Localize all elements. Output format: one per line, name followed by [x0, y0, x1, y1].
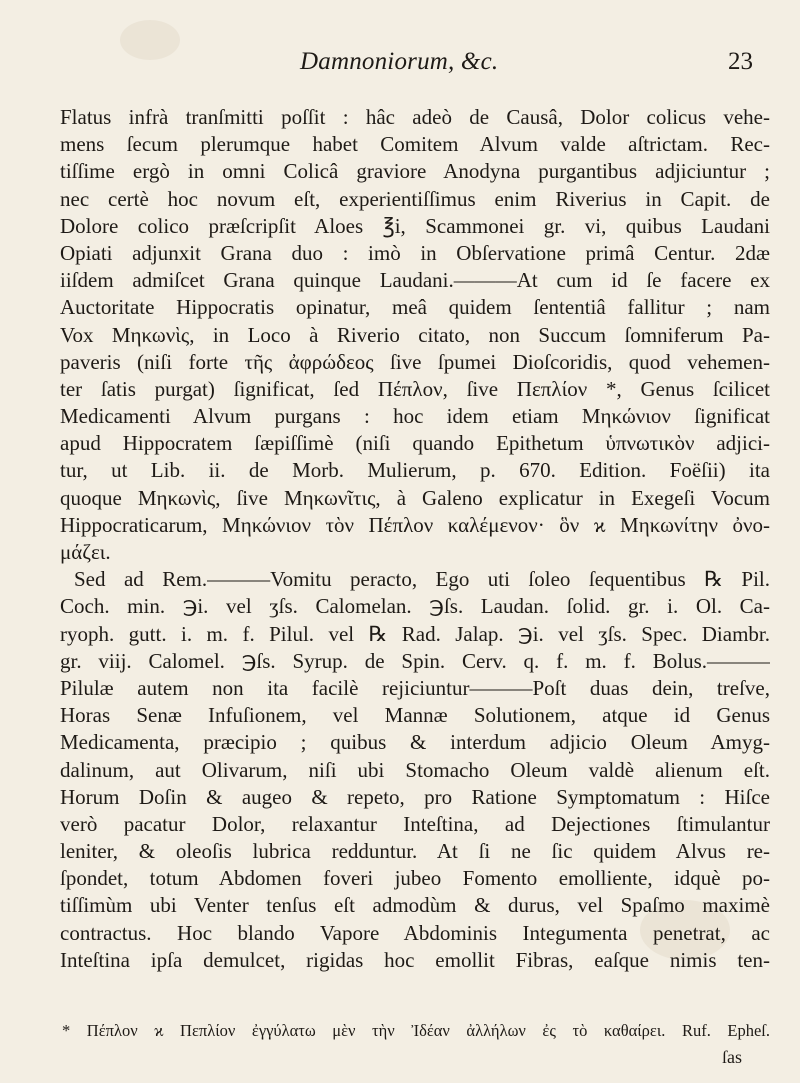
- text-line: dalinum, aut Olivarum, niſi ubi Stomacho Oleum valdè alienum eſt.: [60, 757, 770, 782]
- text-line: mens ſecum plerumque habet Comitem Alvum valde aſtrictam. Rec-: [60, 132, 770, 157]
- text-line: Dolore colico præſcripſit Aloes ℥i, Scammonei gr. vi, quibus Laudani: [60, 213, 770, 238]
- page-header: [0, 48, 800, 88]
- text-line: Coch. min. ℈i. vel ʒſs. Calomelan. ℈ſs. Laudan. ſolid. gr. i. Ol. Ca-: [60, 594, 770, 619]
- text-line: ryoph. gutt. i. m. f. Pilul. vel ℞ Rad. Jalap. ℈i. vel ʒſs. Spec. Diambr.: [60, 621, 770, 646]
- text-line: Auctoritate Hippocratis opinatur, meâ quidem ſententiâ fallitur ; nam: [60, 295, 770, 320]
- text-line: contractus. Hoc blando Vapore Abdominis Integumenta penetrat, ac: [60, 920, 770, 945]
- text-line: Hippocraticarum, Μηκώνιον τὸν Πέπλον καλέμενον· ὃν ϰ Μηκωνίτην ὀνο-: [60, 512, 770, 537]
- text-line: Medicamenti Alvum purgans : hoc idem etiam Μηκώνιον ſignificat: [60, 404, 770, 429]
- running-head: Damnoniorum, &c.: [300, 48, 499, 75]
- text-line: Pilulæ autem non ita facilè rejiciuntur———Poſt duas dein, treſve,: [60, 675, 770, 700]
- text-line: Horas Senæ Infuſionem, vel Mannæ Solutionem, atque id Genus: [60, 703, 770, 728]
- text-line: Sed ad Rem.———Vomitu peracto, Ego uti ſoleo ſequentibus ℞ Pil.: [74, 567, 770, 592]
- text-line: μάζει.: [60, 540, 111, 564]
- text-line: iiſdem admiſcet Grana quinque Laudani.———At cum id ſe facere ex: [60, 268, 770, 293]
- page-number: 23: [728, 48, 753, 75]
- text-line: tiſſime ergò in omni Colicâ graviore Anodyna purgantibus adjiciuntur ;: [60, 159, 770, 184]
- text-line: ter ſatis purgat) ſignificat, ſed Πέπλον, ſive Πεπλίον *, Genus ſcilicet: [60, 376, 770, 401]
- text-line: tur, ut Lib. ii. de Morb. Mulierum, p. 670. Edition. Foëſii) ita: [60, 458, 770, 483]
- text-line: Vox Μηκωνὶς, in Loco à Riverio citato, non Succum ſomniferum Pa-: [60, 322, 770, 347]
- text-line: verò pacatur Dolor, relaxantur Inteſtina, ad Dejectiones ſtimulantur: [60, 811, 770, 836]
- text-line: apud Hippocratem ſæpiſſimè (niſi quando Epithetum ὑπνωτικὸν adjici-: [60, 431, 770, 456]
- text-line: Opiati adjunxit Grana duo : imò in Obſervatione primâ Centur. 2dæ: [60, 240, 770, 265]
- text-line: nec certè hoc novum eſt, experientiſſimus enim Riverius in Capit. de: [60, 186, 770, 211]
- catchword: ſas: [722, 1047, 742, 1067]
- footnote: * Πέπλον ϰ Πεπλίον ἐγγύλατω μὲν τὴν Ἰδέαν ἀλλήλων ἐς τὸ καθαίρει. Ruf. Epheſ.: [62, 1021, 770, 1040]
- text-line: tiſſimùm ubi Venter tenſus eſt admodùm & durus, vel Spaſmo maximè: [60, 893, 770, 918]
- text-line: Flatus infrà tranſmitti poſſit : hâc adeò de Causâ, Dolor colicus vehe-: [60, 105, 770, 129]
- text-line: Inteſtina ipſa demulcet, rigidas hoc emollit Fibras, eaſque nimis ten-: [60, 947, 770, 972]
- text-line: quoque Μηκωνὶς, ſive Μηκωνῖτις, à Galeno explicatur in Exegeſi Vocum: [60, 485, 770, 510]
- text-line: paveris (niſi forte τῆς ἀφρώδεος ſive ſpumei Dioſcoridis, quod vehemen-: [60, 349, 770, 374]
- text-line: ſpondet, totum Abdomen foveri jubeo Fomento emolliente, idquè po-: [60, 866, 770, 891]
- text-line: Medicamenta, præcipio ; quibus & interdum adjicio Oleum Amyg-: [60, 730, 770, 755]
- body-text: [60, 104, 770, 974]
- text-line: Horum Doſin & augeo & repeto, pro Ratione Symptomatum : Hiſce: [60, 784, 770, 809]
- text-line: leniter, & oleoſis lubrica redduntur. At ſi ne ſic quidem Alvus re-: [60, 839, 770, 864]
- text-line: gr. viij. Calomel. ℈ſs. Syrup. de Spin. Cerv. q. f. m. f. Bolus.———: [60, 648, 770, 673]
